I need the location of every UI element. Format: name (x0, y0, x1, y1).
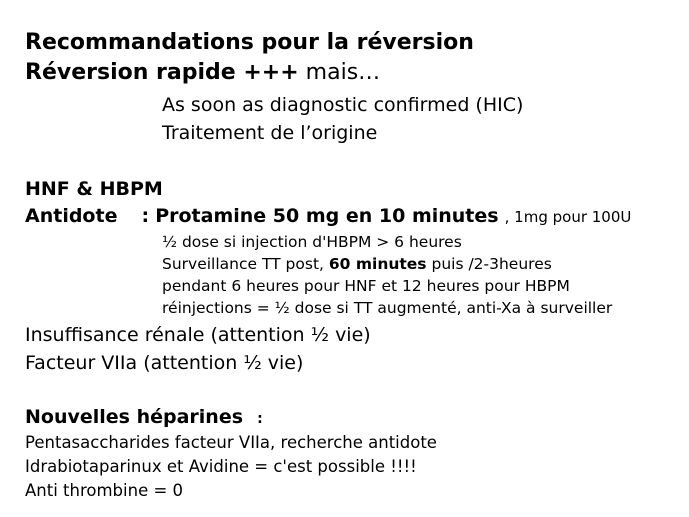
antidote-colon: : (141, 205, 150, 227)
detail2-pre: Surveillance TT post, (162, 255, 329, 273)
antidote-line (25, 207, 631, 226)
antidote-label: Antidote (25, 205, 118, 227)
subtitle-bold: Réversion rapide +++ (25, 60, 299, 85)
slide-title: Recommandations pour la réversion (25, 30, 474, 55)
renal-line: Insuffisance rénale (attention ½ vie) (25, 324, 371, 346)
facteur-line: Facteur VIIa (attention ½ vie) (25, 352, 304, 374)
detail2-bold: 60 minutes (328, 255, 427, 273)
hnf-detail-2 (162, 257, 552, 273)
antidote-value: Protamine 50 mg en 10 minutes (155, 205, 499, 227)
hnf-detail-1: ½ dose si injection d'HBPM > 6 heures (162, 233, 462, 251)
nouvelles-item-1: Pentasaccharides facteur VIIa, recherche antidote (25, 433, 437, 452)
hnf-detail-4: réinjections = ½ dose si TT augmenté, anti-Xa à surveiller (162, 299, 613, 317)
nouvelles-item-3: Anti thrombine = 0 (25, 481, 184, 500)
slide-subtitle (25, 62, 380, 84)
hnf-heading: HNF & HBPM (25, 178, 163, 200)
intro-item-2: Traitement de l’origine (162, 122, 378, 144)
nouvelles-heading: Nouvelles héparines (25, 406, 244, 428)
subtitle-rest: mais… (298, 60, 381, 85)
nouvelles-item-2: Idrabiotaparinux et Avidine = c'est possible !!!! (25, 457, 417, 476)
hnf-detail-3: pendant 6 heures pour HNF et 12 heures pour HBPM (162, 277, 570, 295)
detail2-post: puis /2-3heures (426, 255, 552, 273)
nouvelles-colon: : (257, 411, 263, 427)
antidote-dose: , 1mg pour 100U (504, 208, 632, 226)
nouvelles-heading-line (25, 408, 263, 427)
intro-item-1: As soon as diagnostic confirmed (HIC) (162, 94, 524, 116)
